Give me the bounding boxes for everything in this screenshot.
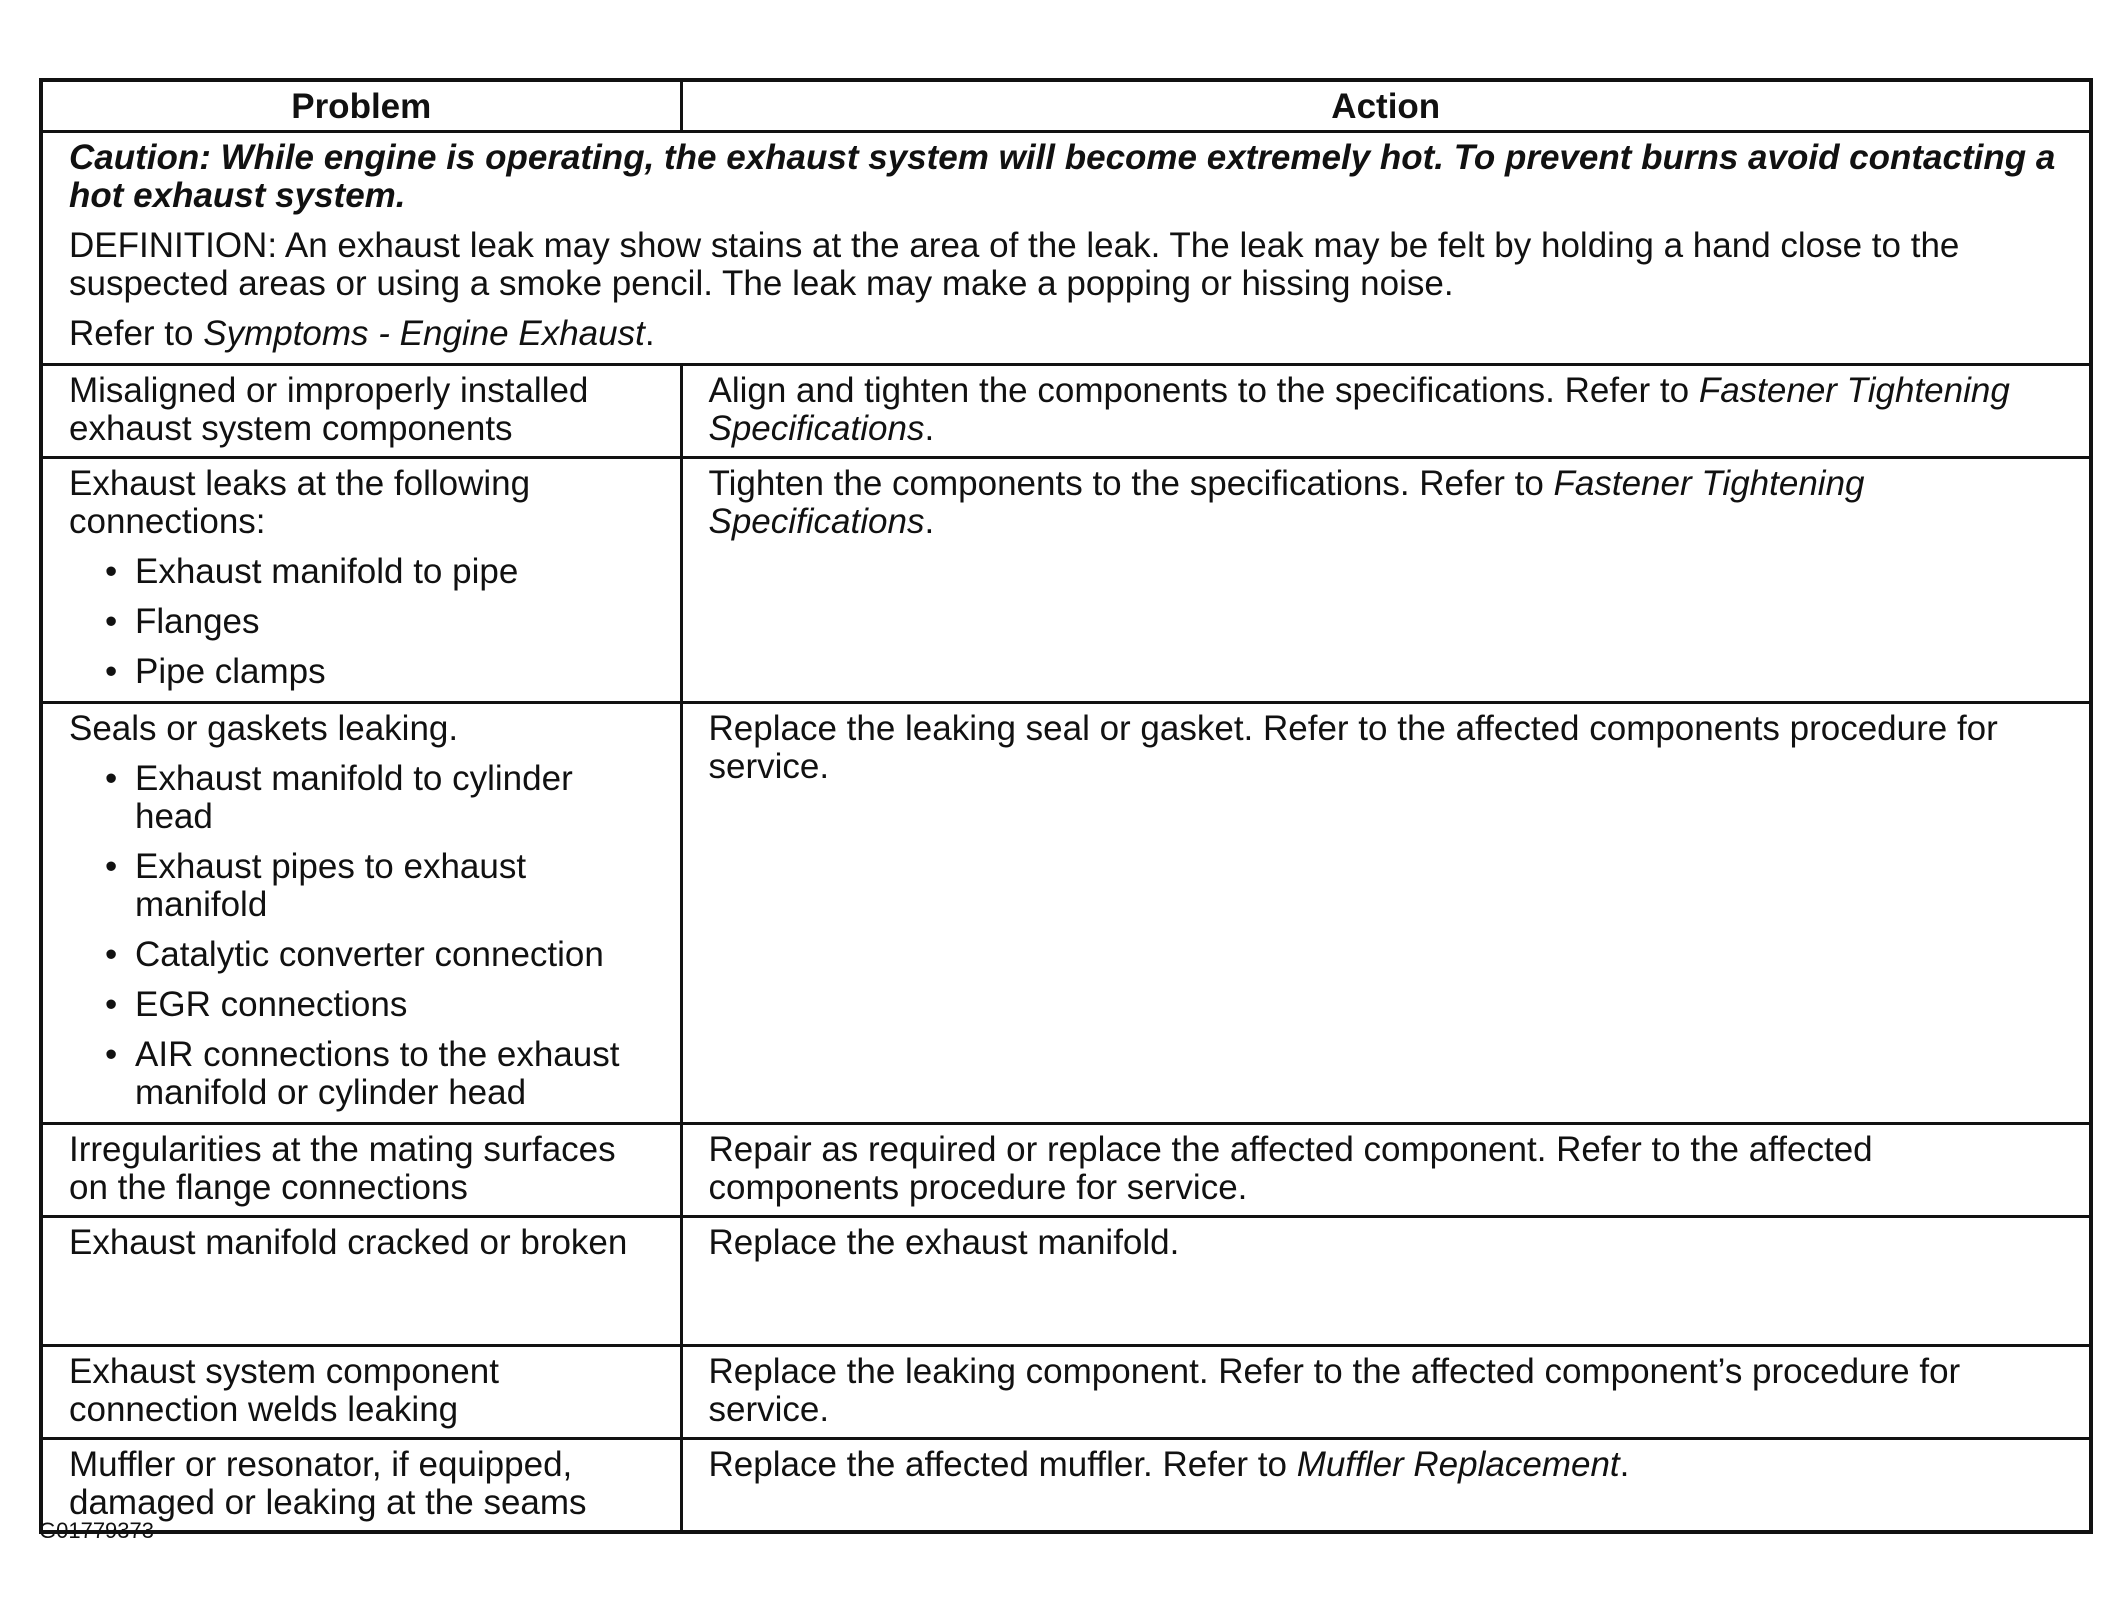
problem-cell <box>41 1217 681 1346</box>
refer-link: Symptoms - Engine Exhaust <box>203 314 645 353</box>
table-row <box>41 1346 2091 1439</box>
action-link: Fastener Tightening Specifications <box>708 371 2010 448</box>
problem-cell <box>41 458 681 703</box>
problem-cell <box>41 1346 681 1439</box>
definition-note: DEFINITION: An exhaust leak may show stains at the area of the leak. The leak may be felt by holding a hand close to the suspected areas or using a smoke pencil. The leak may make a popping or hissing noise. <box>69 226 1960 303</box>
diagnostic-table <box>39 78 2093 1534</box>
problem-cell <box>41 703 681 1124</box>
action-end: . <box>1619 1445 1630 1484</box>
problem-text: Irregularities at the mating surfaces on the flange connections <box>69 1130 616 1207</box>
refer-suffix: . <box>644 314 655 353</box>
table-row <box>41 1217 2091 1346</box>
action-end: . <box>924 502 935 541</box>
list-item: • EGR connections <box>69 986 660 1024</box>
problem-text: Exhaust leaks at the following connections: <box>69 464 531 541</box>
action-link: Muffler Replacement <box>1296 1445 1620 1484</box>
notes-row <box>41 132 2091 365</box>
action-cell <box>681 1346 2091 1439</box>
table-row <box>41 1124 2091 1217</box>
action-cell <box>681 1124 2091 1217</box>
problem-text: Exhaust manifold cracked or broken <box>69 1223 628 1262</box>
action-text: Align and tighten the components to the specifications. Refer to <box>708 371 1699 410</box>
list-item: • Catalytic converter connection <box>69 936 660 974</box>
table-row <box>41 1439 2091 1533</box>
problem-cell <box>41 1124 681 1217</box>
problem-text: Exhaust system component connection welds leaking <box>69 1352 499 1429</box>
table-row <box>41 703 2091 1124</box>
action-cell <box>681 703 2091 1124</box>
refer-prefix: Refer to <box>69 314 204 353</box>
problem-text: Seals or gaskets leaking. <box>69 709 459 748</box>
list-item: • Exhaust pipes to exhaust manifold <box>69 848 660 924</box>
list-item: • Flanges <box>69 603 660 641</box>
action-column-header: Action <box>681 80 2091 132</box>
table-row <box>41 458 2091 703</box>
action-text: Replace the leaking seal or gasket. Refer to the affected components procedure for service. <box>708 709 1998 786</box>
problem-text: Misaligned or improperly installed exhaust system components <box>69 371 589 448</box>
action-cell <box>681 365 2091 458</box>
table-header-row <box>41 80 2091 132</box>
action-text: Replace the leaking component. Refer to the affected component’s procedure for service. <box>708 1352 1961 1429</box>
problem-cell <box>41 365 681 458</box>
problem-text: Muffler or resonator, if equipped, damaged or leaking at the seams <box>69 1445 587 1522</box>
notes-cell <box>41 132 2091 365</box>
action-text: Tighten the components to the specifications. Refer to <box>708 464 1554 503</box>
problem-column-header: Problem <box>41 80 681 132</box>
action-text: Replace the exhaust manifold. <box>708 1223 1180 1262</box>
list-item: • Pipe clamps <box>69 653 660 691</box>
action-text: Replace the affected muffler. Refer to <box>708 1445 1297 1484</box>
bullet-list <box>69 760 660 1112</box>
caution-note: Caution: While engine is operating, the exhaust system will become extremely hot. To prevent burns avoid contacting a hot exhaust system. <box>69 138 2056 215</box>
action-end: . <box>924 409 935 448</box>
action-cell <box>681 1439 2091 1533</box>
action-text: Repair as required or replace the affected component. Refer to the affected components procedure for service. <box>708 1130 1873 1207</box>
list-item: • Exhaust manifold to cylinder head <box>69 760 660 836</box>
table-row <box>41 365 2091 458</box>
action-cell <box>681 1217 2091 1346</box>
action-cell <box>681 458 2091 703</box>
list-item: • Exhaust manifold to pipe <box>69 553 660 591</box>
refer-note <box>69 315 2069 353</box>
bullet-list <box>69 553 660 691</box>
action-link: Fastener Tightening Specifications <box>708 464 1865 541</box>
list-item: • AIR connections to the exhaust manifold or cylinder head <box>69 1036 660 1112</box>
figure-id: G01779373 <box>39 1518 154 1543</box>
